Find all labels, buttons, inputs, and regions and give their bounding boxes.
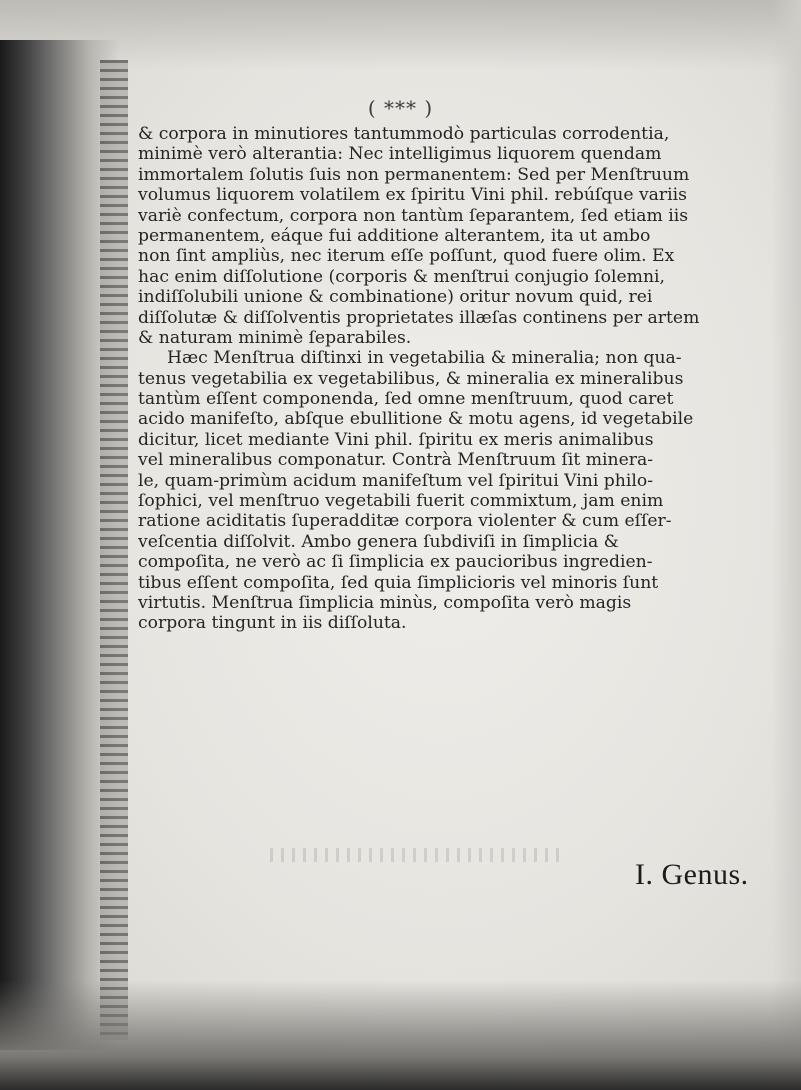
- bottom-edge-shadow: [0, 980, 801, 1090]
- text-line: acido manifeſto, abſque ebullitione & motu agens, id vegetabile: [138, 409, 694, 430]
- text-line: veſcentia diſſolvit. Ambo genera ſubdiviſi in ſimplicia &: [138, 531, 619, 552]
- text-line: tenus vegetabilia ex vegetabilibus, & mineralia ex mineralibus: [138, 368, 684, 389]
- text-line: immortalem ſolutis ſuis non permanentem: Sed per Menſtruum: [138, 164, 690, 185]
- text-line: le, quam-primùm acidum manifeſtum vel ſpiritui Vini philo-: [138, 470, 654, 491]
- text-line: vel mineralibus componatur. Contrà Menſtruum ſit minera-: [138, 450, 654, 471]
- text-line: Hæc Menſtrua diſtinxi in vegetabilia & mineralia; non qua-: [167, 348, 682, 369]
- body-text: [138, 124, 778, 634]
- text-line: corpora tingunt in iis diſſoluta.: [138, 613, 407, 634]
- text-line: tibus eſſent compoſita, ſed quia ſimplicioris vel minoris ſunt: [138, 572, 659, 593]
- text-line: permanentem, eáque fui additione alterantem, ita ut ambo: [138, 225, 651, 246]
- text-line: hac enim diſſolutione (corporis & menſtrui conjugio ſolemni,: [138, 266, 666, 287]
- text-line: & naturam minimè ſeparabiles.: [138, 327, 412, 348]
- text-line: diſſolutæ & diſſolventis proprietates illæſas continens per artem: [138, 307, 700, 328]
- page-signature-mark: ( *** ): [367, 96, 434, 120]
- text-line: dicitur, licet mediante Vini phil. ſpiritu ex meris animalibus: [138, 429, 654, 450]
- text-line: compoſita, ne verò ac ſi ſimplicia ex paucioribus ingredien-: [138, 552, 653, 573]
- text-line: indiſſolubili unione & combinatione) oritur novum quid, rei: [138, 287, 653, 308]
- text-line: & corpora in minutiores tantummodò particulas corrodentia,: [138, 124, 670, 144]
- text-line: non ſint ampliùs, nec iterum eſſe poſſunt, quod fuere olim. Ex: [138, 246, 675, 267]
- text-line: ratione aciditatis ſuperadditæ corpora violenter & cum eſſer-: [138, 511, 672, 532]
- text-line: virtutis. Menſtrua ſimplicia minùs, compoſita verò magis: [138, 592, 632, 613]
- section-heading: I. Genus.: [635, 858, 749, 891]
- binding-stitches: [100, 60, 128, 1040]
- text-line: tantùm eſſent componenda, ſed omne menſtruum, quod caret: [138, 389, 674, 410]
- text-line: volumus liquorem volatilem ex ſpiritu Vini phil. rebúſque variis: [138, 185, 687, 206]
- text-line: minimè verò alterantia: Nec intelligimus liquorem quendam: [138, 144, 662, 165]
- text-line: ſophici, vel menſtruo vegetabili fuerit commixtum, jam enim: [138, 491, 664, 512]
- bleed-through-marks: [270, 848, 560, 862]
- text-line: variè confectum, corpora non tantùm ſeparantem, ſed etiam iis: [138, 205, 689, 226]
